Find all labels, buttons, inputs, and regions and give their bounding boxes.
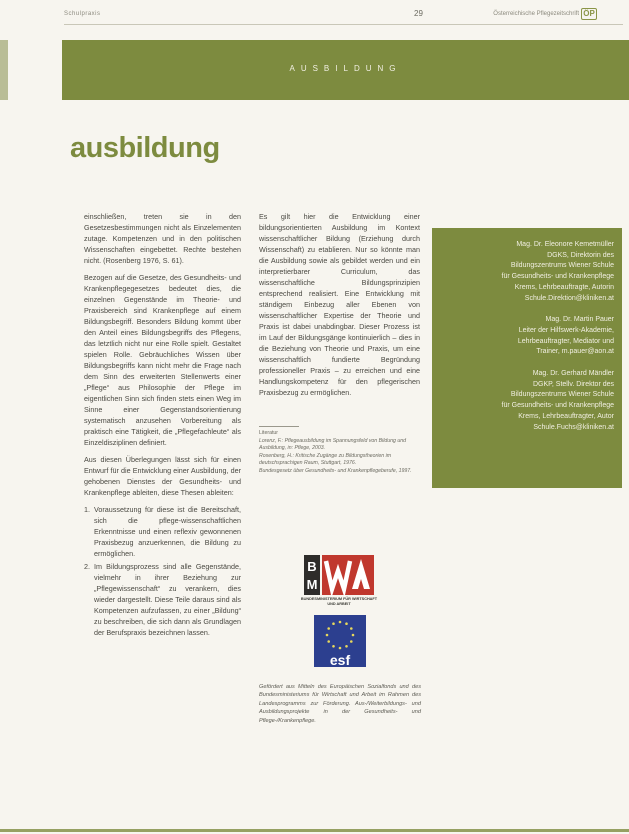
paragraph: Es gilt hier die Entwicklung einer bildungsorientierten Ausbildung im Kontext wissenschaftlicher Bildung (Erziehung durch Wissenschaft) zu etablieren. Nur so könnte man die Ausbildung sowie als gebildet werden und ein interpretierbarer Curriculum, das wissenschaftliche Bildungsprinzipien entsprechend realisiert. Eine Entwicklung mit ständigem Einbezug aller Ebenen von wissenschaftlicher Expertise der Theorie und Praxis ist dabei unabdingbar. Dieser Prozess ist im Lauf der Bildungsgänge kontinuierlich – dies in die Beziehung von Theorie und Praxis, um eine wissenschaftlich fundierte Begründung professioneller Praxis – zu erreichen und eine Handlungskompetenz für den pflegerischen Praxisbezug zu ermöglichen. <box>259 212 420 397</box>
running-header-left: Schulpraxis <box>64 11 101 17</box>
thesis-list <box>84 504 241 638</box>
header-rule <box>64 24 623 25</box>
paragraph: Bezogen auf die Gesetze, des Gesundheits- und Krankenpflegegesetzes bedeutet dies, die einzelnen Gegenstände im Theorie- und Praxisbereich sind Krankenpflege auf einem Bildungsbegriff. Besonders Bildung kommt über den Anteil eines Bildungsbegriffs des Pflegens, das letztlich nicht nur eine Rolle spielt. Gestaltet spielen Rolle. Gebräuchliches Wissen über Bildungsbegriffs kann nicht mehr die Frage nach dem Sinn des erweiterten Stellenwerts einer „Pflege“ aus Philosophie der Pflege im eigentlichen Sinn sich finden stets einen Weg im Sinne einer Gegenstandsorientierung systematisch anzusehen Vorbereitung als praktisch eine Tätigkeit, die „Pflegefachleute“ als Einzeldisziplinen definiert. <box>84 273 241 447</box>
author-contact <box>440 240 614 304</box>
author-line: für Gesundheits- und Krankenpflege <box>501 273 614 281</box>
footnote-item: Lorenz, F.: Pflegeausbildung im Spannungsfeld von Bildung und Ausbildung, in: Pflege, 2003. <box>259 438 406 452</box>
author-contact <box>440 369 614 433</box>
author-line: Lehrbeauftragter, Mediator und <box>517 337 614 345</box>
author-line: Bildungszentrums Wiener Schule <box>510 391 614 399</box>
text-column-2 <box>259 211 420 404</box>
list-number: 1. <box>84 505 90 514</box>
svg-text:B: B <box>307 559 317 574</box>
list-item <box>84 561 241 638</box>
footnote-item: Rosenberg, H.: Kritische Zugänge zu Bildungstheorien im deutschsprachigen Raum, Stuttgart, 1976. <box>259 452 392 467</box>
author-info-box <box>432 228 622 488</box>
footnote-heading: Literatur <box>259 429 279 436</box>
author-name: Mag. Dr. Gerhard Mändler <box>532 370 614 378</box>
bmwa-logo <box>300 553 378 608</box>
author-line: DGKS, Direktorin des <box>547 251 614 259</box>
author-line: Leiter der Hilfswerk-Akademie, <box>518 326 614 334</box>
author-email[interactable]: Trainer, m.pauer@aon.at <box>536 348 614 356</box>
list-text: Voraussetzung für diese ist die Bereitschaft, sich die pflege-wissenschaftlichen Erkenntnisse und einen reflexiv gewonnenen Praxisbezug anzuerkennen, die Bildung zu ermöglichen. <box>94 505 241 558</box>
list-text: Im Bildungsprozess sind alle Gegenstände, vielmehr in ihrer Beziehung zur „Pflegewissenschaft“ zu verankern, dies wieder dargestellt. Diese Teile daraus sind als Kompetenzen aufzufassen, zu einer „Bildung“ zu beschreiben, die sich dann als Grundlagen der Berufspraxis bezeichnen lassen. <box>94 562 241 637</box>
paragraph: Aus diesen Überlegungen lässt sich für einen Entwurf für die Entwicklung einer Ausbildung, der gehobenen Dienstes der Gesundheits- und Krankenpflege ableiten, diese Thesen ableiten: <box>84 455 241 497</box>
bottom-rule <box>0 829 629 832</box>
journal-name: Österreichische Pflegezeitschrift <box>493 11 579 17</box>
funding-caption: Gefördert aus Mitteln des Europäischen Sozialfonds und des Bundesministeriums für Wirtschaft und Arbeit im Rahmen des Landesprogramms zur Förderung. Aus-/Weiterbildungs- und Ausbildungsprojekte in der Gesundheits- und Pflege-/Krankenpflege. <box>259 684 421 724</box>
svg-text:esf: esf <box>329 652 351 668</box>
author-line: Krems, Lehrbeauftragter, Autor <box>518 412 614 420</box>
section-label: AUSBILDUNG <box>289 64 402 73</box>
esf-logo <box>310 613 370 669</box>
list-item <box>84 504 241 559</box>
author-name: Mag. Dr. Martin Pauer <box>545 316 614 324</box>
author-email[interactable]: Schule.Direktion@kliniken.at <box>524 294 614 302</box>
bmwa-subtitle: BUNDESMINISTERIUM FÜR WIRTSCHAFT UND ARBEIT <box>300 597 378 606</box>
page-number: 29 <box>414 9 423 18</box>
footnotes <box>259 426 420 475</box>
author-line: für Gesundheits- und Krankenpflege <box>501 402 614 410</box>
section-band <box>62 40 629 100</box>
author-name: Mag. Dr. Eleonore Kemetmüller <box>516 241 614 248</box>
eu-flag-icon <box>310 613 370 669</box>
running-header <box>64 9 609 23</box>
text-column-1 <box>84 211 241 640</box>
author-contact <box>440 315 614 358</box>
paragraph: einschließen, treten sie in den Gesetzesbestimmungen nicht als Einzelementen zutage. Kompetenzen und in den politischen Wissenschaften eingebettet. Rechte bestehen nicht. (Rosenberg 1976, S. 61). <box>84 212 241 265</box>
author-line: Bildungszentrums Wiener Schule <box>510 262 614 270</box>
footnote-item: Bundesgesetz über Gesundheits- und Krankenpflegeberufe, 1997. <box>259 467 412 474</box>
author-line: DGKP, Stellv. Direktor des <box>532 380 614 388</box>
list-number: 2. <box>84 562 90 571</box>
footnote-rule <box>259 426 299 427</box>
journal-logo-icon: ÖP <box>581 8 597 20</box>
author-email[interactable]: Schule.Fuchs@kliniken.at <box>533 423 614 431</box>
svg-text:M: M <box>306 577 318 592</box>
page-title: ausbildung <box>70 132 220 164</box>
left-edge-accent <box>0 40 8 100</box>
author-line: Krems, Lehrbeauftragte, Autorin <box>514 283 614 291</box>
